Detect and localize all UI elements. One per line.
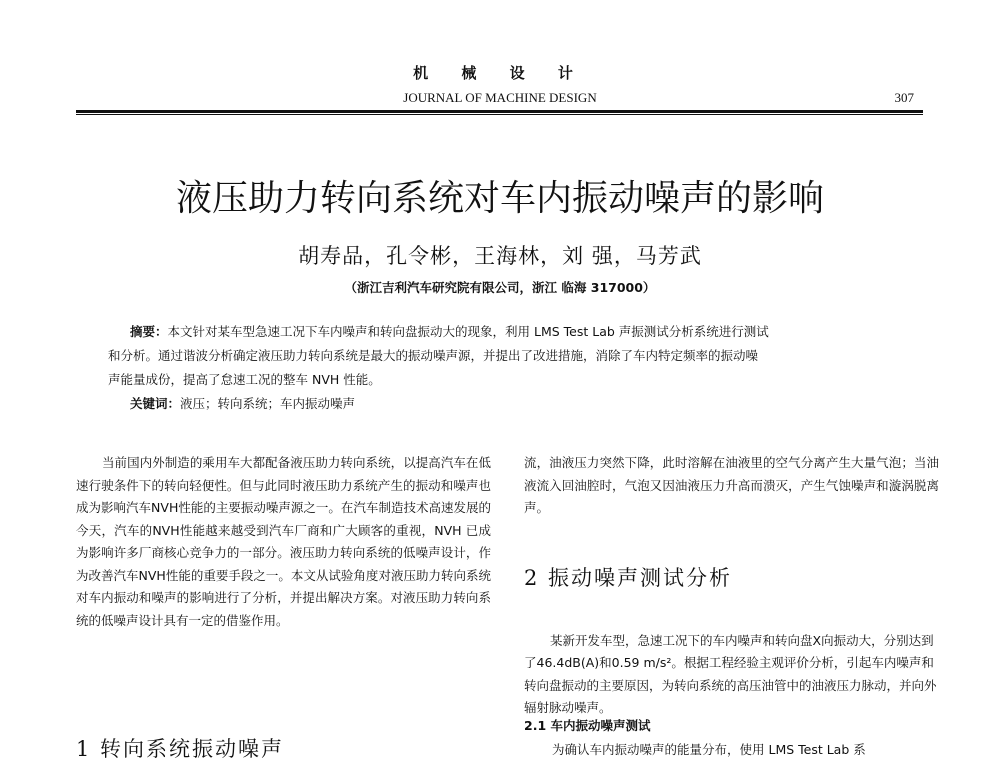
right-paragraph-3: 为确认车内振动噪声的能量分布，使用 LMS Test Lab 系 xyxy=(552,742,866,757)
abstract-line-3: 声能量成份，提高了怠速工况的整车 NVH 性能。 xyxy=(108,372,381,387)
article-title: 液压助力转向系统对车内振动噪声的影响 xyxy=(175,178,824,219)
right-column-top xyxy=(524,452,939,520)
abstract-text: 本文针对某车型急速工况下车内噪声和转向盘振动大的现象，利用 LMS Test Lab 声振测试分析系统进行测试 xyxy=(167,324,769,339)
header-rule-thick xyxy=(76,110,923,113)
keywords-text: 液压；转向系统；车内振动噪声 xyxy=(180,396,356,411)
abstract-label: 摘要： xyxy=(130,324,168,339)
header-rule-thin xyxy=(76,114,923,115)
keywords-label: 关键词： xyxy=(130,396,181,411)
right-paragraph-1: 流，油液压力突然下降，此时溶解在油液里的空气分离产生大量气泡；当油液流入回油腔时，气泡又因油液压力升高而溃灭，产生气蚀噪声和漩涡脱离声。 xyxy=(524,455,939,515)
journal-name-english: JOURNAL OF MACHINE DESIGN xyxy=(403,90,597,105)
abstract-line-2: 和分析。通过谐波分析确定液压助力转向系统是最大的振动噪声源，并提出了改进措施，消除了车内特定频率的振动噪 xyxy=(108,348,759,363)
section-2-heading: 2 振动噪声测试分析 xyxy=(524,566,733,590)
subsection-2-1-heading: 2.1 车内振动噪声测试 xyxy=(524,718,651,733)
keywords-line xyxy=(130,392,930,416)
journal-name-chinese: 机 械 设 计 xyxy=(413,64,587,82)
author-list: 胡寿品，孔令彬，王海林，刘 强，马芳武 xyxy=(298,244,702,268)
page-number: 307 xyxy=(894,90,914,105)
affiliation: （浙江吉利汽车研究院有限公司，浙江 临海 317000） xyxy=(344,280,656,295)
intro-paragraph: 当前国内外制造的乘用车大都配备液压助力转向系统，以提高汽车在低速行驶条件下的转向轻便性。但与此同时液压助力系统产生的振动和噪声也成为影响汽车NVH性能的主要振动噪声源之一。在汽车制造技术高速发展的今天，汽车的NVH性能越来越受到汽车厂商和广大顾客的重视，NVH 已成为影响许多厂商核心竞争力的一部分。液压助力转向系统的低噪声设计，作为改善汽车NVH性能的重要手段之一。本文从试验角度对液压助力转向系统对车内振动和噪声的影响进行了分析，并提出解决方案。对液压助力转向系统的低噪声设计具有一定的借鉴作用。 xyxy=(76,455,491,628)
left-column xyxy=(76,452,491,632)
right-column-section-2 xyxy=(524,617,939,732)
section-1-heading: 1 转向系统振动噪声 xyxy=(76,737,285,761)
abstract-line-1 xyxy=(130,320,920,344)
right-paragraph-2: 某新开发车型，急速工况下的车内噪声和转向盘X向振动大，分别达到了46.4dB(A)和0.59 m/s²。根据工程经验主观评价分析，引起车内噪声和转向盘振动的主要原因，为转向系统的高压油管中的油液压力脉动，并向外辐射脉动噪声。 xyxy=(524,632,937,715)
